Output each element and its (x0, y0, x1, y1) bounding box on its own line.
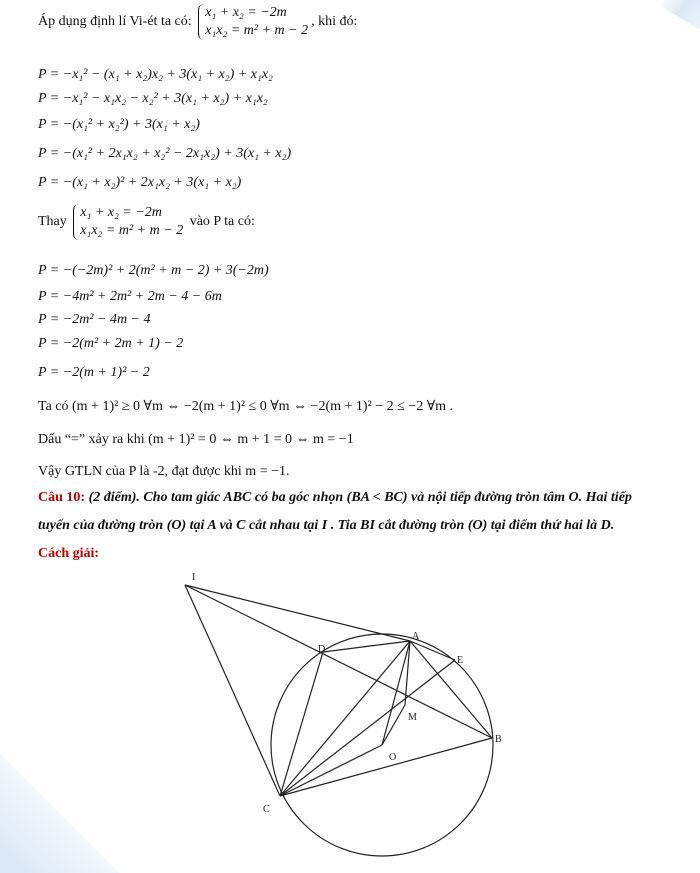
conclusion-line: Vậy GTLN của P là -2, đạt được khi m = −1. (38, 464, 290, 479)
vieta-eq2: x₁x₂ = m² + m − 2 (205, 23, 309, 38)
p-line: P = −(x₁² + 2x₁x₂ + x₂² − 2x₁x₂) + 3(x₁ + x₂) (38, 146, 292, 161)
segment-da (323, 641, 410, 652)
label-m: M (408, 712, 417, 723)
segment-dc (280, 652, 323, 796)
sub-line: P = −4m² + 2m² + 2m − 4 − 6m (38, 289, 222, 304)
question-10-text: (2 điểm). Cho tam giác ABC có ba góc nhọn (BA < BC) và nội tiếp đường tròn tâm O. Hai tiếp (85, 490, 632, 505)
vieta-intro: Áp dụng định lí Vi-ét ta có: (38, 14, 192, 30)
p-line: P = −x₁² − (x₁ + x₂)x₂ + 3(x₁ + x₂) + x₁x₂ (38, 67, 273, 82)
sub-line: P = −(−2m)² + 2(m² + m − 2) + 3(−2m) (38, 263, 269, 278)
label-o: O (389, 752, 397, 763)
p-line: P = −(x₁² + x₂²) + 3(x₁ + x₂) (38, 117, 200, 132)
dau-line: Dấu “=” xảy ra khi (m + 1)² = 0 ⇔ m + 1 = 0 ⇔ m = −1 (38, 432, 354, 447)
segment-om (382, 705, 405, 745)
sub-line: P = −2(m + 1)² − 2 (38, 365, 150, 380)
solution-heading: Cách giải: (38, 546, 100, 561)
thay-eq1: x₁ + x₂ = −2m (80, 205, 162, 220)
segment-ec (280, 660, 455, 796)
question-10-label: Câu 10: (38, 490, 86, 505)
thay-eq2: x₁x₂ = m² + m − 2 (80, 223, 184, 238)
vieta-eq1: x₁ + x₂ = −2m (205, 5, 287, 20)
segment-ae (410, 641, 455, 660)
segment-ib (185, 585, 492, 738)
label-a: A (412, 631, 420, 642)
segment-ic (185, 585, 280, 796)
label-i: I (192, 572, 196, 583)
p-line: P = −x₁² − x₁x₂ − x₂² + 3(x₁ + x₂) + x₁x₂ (38, 91, 268, 106)
segment-oc (280, 745, 382, 796)
label-c: C (263, 804, 270, 815)
thay-after: vào P ta có: (189, 214, 255, 230)
p-line: P = −(x₁ + x₂)² + 2x₁x₂ + 3(x₁ + x₂) (38, 175, 242, 190)
vieta-after: , khi đó: (311, 14, 358, 30)
segment-ia (185, 585, 410, 641)
label-b: B (495, 734, 502, 745)
sub-line: P = −2(m² + 2m + 1) − 2 (38, 336, 184, 351)
sub-line: P = −2m² − 4m − 4 (38, 312, 151, 327)
question-10-line2: tuyến của đường tròn (O) tại A và C cắt nhau tại I . Tia BI cắt đường tròn (O) tại điểm thứ hai là D. (38, 518, 615, 533)
thay-label: Thay (38, 214, 67, 230)
segment-ab (410, 641, 492, 738)
taco-line: Ta có (m + 1)² ≥ 0 ∀m ⇔ −2(m + 1)² ≤ 0 ∀m ⇔ −2(m + 1)² − 2 ≤ −2 ∀m . (38, 399, 454, 414)
segment-bc (280, 738, 492, 796)
label-e: E (457, 655, 464, 666)
label-d: D (318, 644, 326, 655)
